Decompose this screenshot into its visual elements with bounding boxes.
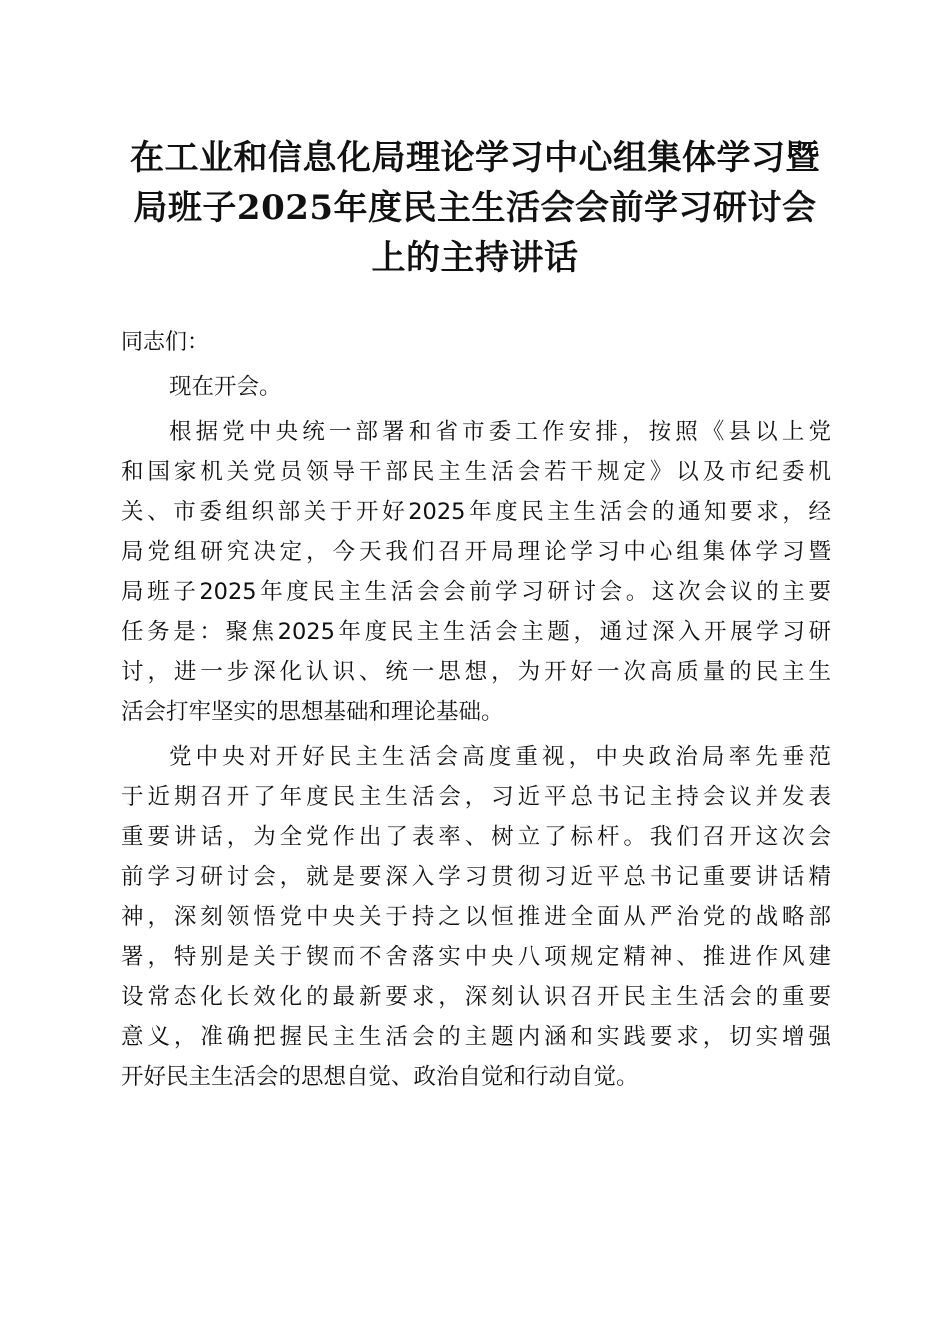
document-title: [100, 133, 850, 283]
paragraph-line: 于近期召开了年度民主生活会，习近平总书记主持会议并发表: [121, 784, 831, 810]
title-line: 在工业和信息化局理论学习中心组集体学习暨: [130, 138, 820, 178]
paragraph-line: 署，特别是关于锲而不舍落实中央八项规定精神、推进作风建: [121, 944, 831, 970]
paragraph-line: 活会打牢坚实的思想基础和理论基础。: [121, 699, 504, 725]
paragraph-line: 局班子2025年度民主生活会会前学习研讨会。这次会议的主要: [121, 579, 831, 605]
paragraph-line: 局党组研究决定，今天我们召开局理论学习中心组集体学习暨: [121, 539, 831, 565]
paragraph-background: [121, 412, 831, 732]
paragraph-line: 任务是：聚焦2025年度民主生活会主题，通过深入开展学习研: [121, 619, 831, 645]
paragraph-line: 神，深刻领悟党中央关于持之以恒推进全面从严治党的战略部: [121, 904, 831, 930]
paragraph-line: 重要讲话，为全党作出了表率、树立了标杆。我们召开这次会: [121, 824, 831, 850]
paragraph-line: 关、市委组织部关于开好2025年度民主生活会的通知要求，经: [121, 499, 831, 525]
paragraph-line: 意义，准确把握民主生活会的主题内涵和实践要求，切实增强: [121, 1024, 831, 1050]
paragraph-line: 设常态化长效化的最新要求，深刻认识召开民主生活会的重要: [121, 984, 831, 1010]
paragraph-line: 前学习研讨会，就是要深入学习贯彻习近平总书记重要讲话精: [121, 864, 831, 890]
document-body: [121, 367, 831, 1102]
paragraph-opening: [121, 367, 831, 407]
salutation: 同志们：: [121, 330, 210, 355]
paragraph-line: 讨，进一步深化认识、统一思想，为开好一次高质量的民主生: [121, 659, 831, 685]
paragraph-line: 和国家机关党员领导干部民主生活会若干规定》以及市纪委机: [121, 459, 831, 485]
paragraph-line: 开好民主生活会的思想自觉、政治自觉和行动自觉。: [121, 1064, 639, 1090]
paragraph-significance: [121, 737, 831, 1097]
paragraph-line: 现在开会。: [169, 374, 282, 400]
paragraph-line: 根据党中央统一部署和省市委工作安排，按照《县以上党: [169, 419, 831, 445]
title-line: 上的主持讲话: [371, 238, 579, 278]
paragraph-line: 党中央对开好民主生活会高度重视，中央政治局率先垂范: [169, 744, 831, 770]
title-line: 局班子2025年度民主生活会会前学习研讨会: [133, 188, 817, 228]
